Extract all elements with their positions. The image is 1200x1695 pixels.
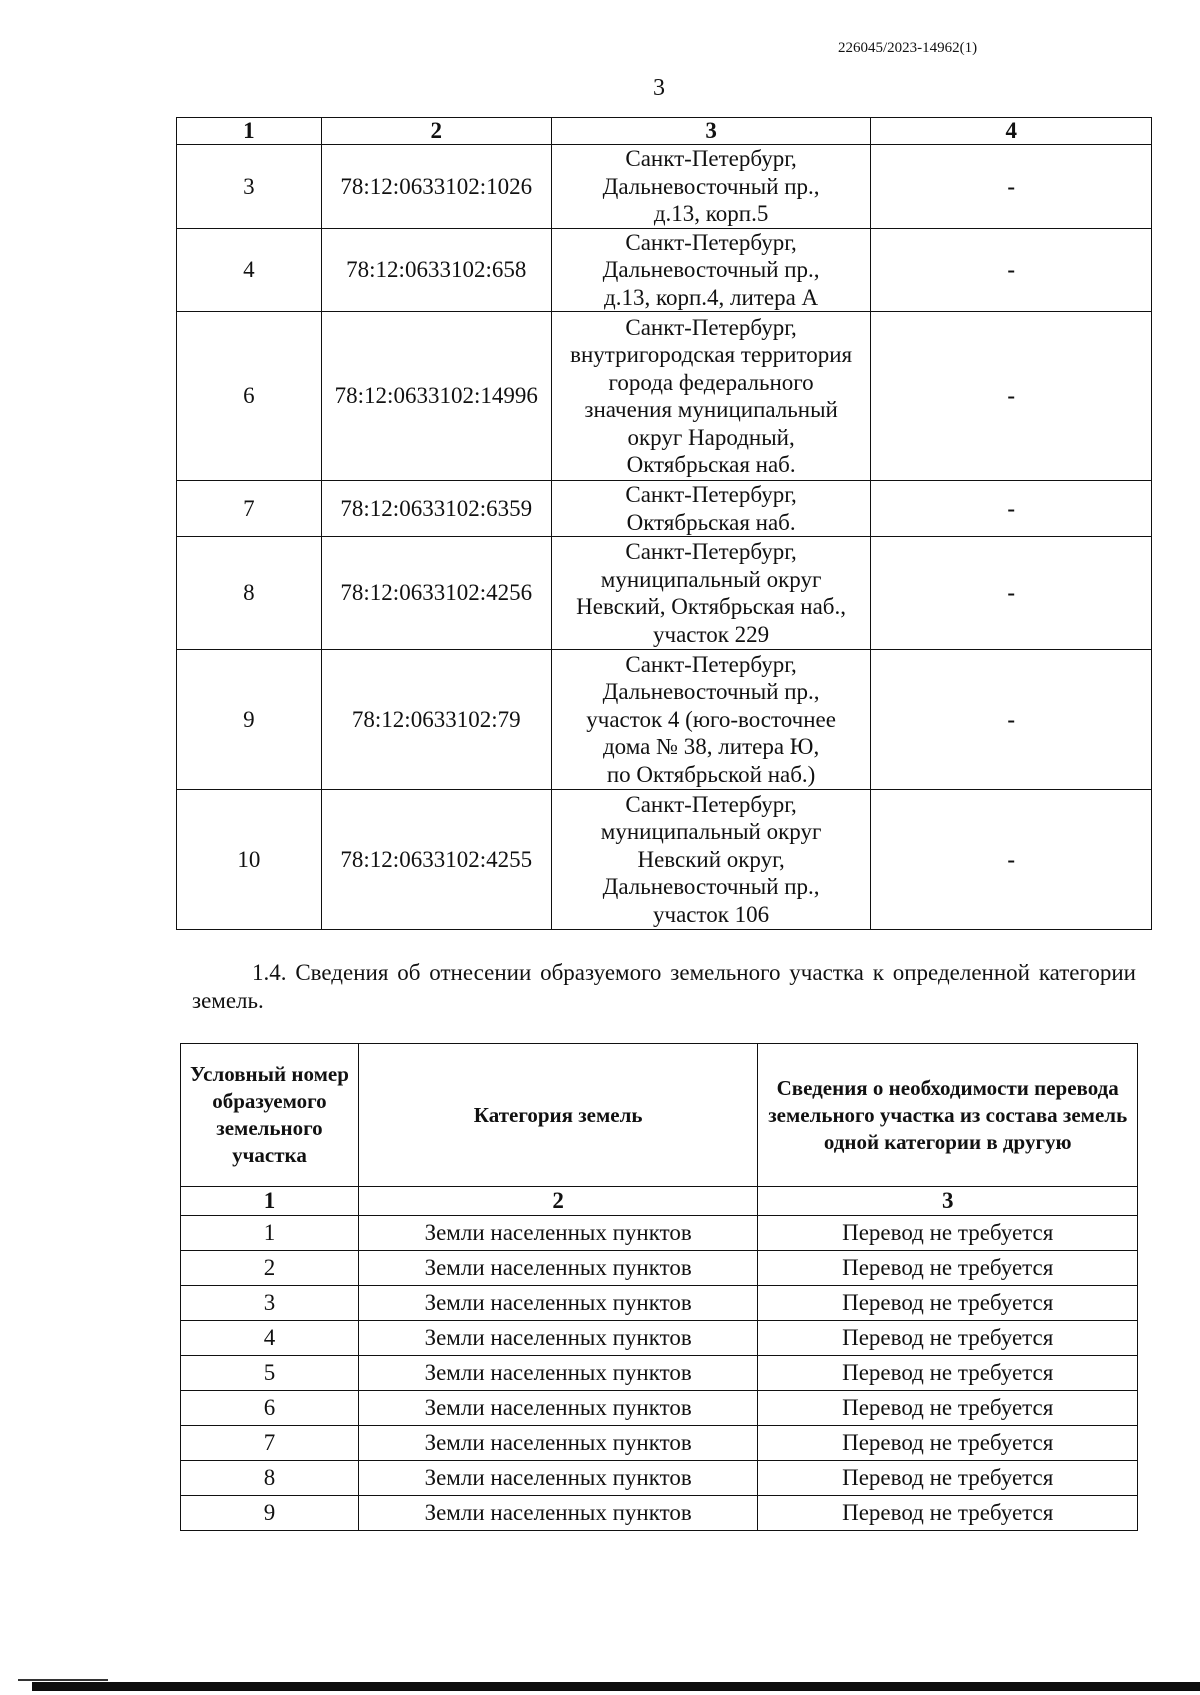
- table1-col-header: 2: [321, 118, 551, 145]
- document-number: 226045/2023-14962(1): [838, 40, 978, 56]
- plot-number: 4: [181, 1321, 359, 1356]
- plot-number: 6: [181, 1391, 359, 1426]
- table2-body: [181, 1216, 1138, 1531]
- land-category: Земли населенных пунктов: [358, 1356, 758, 1391]
- land-category: Земли населенных пунктов: [358, 1216, 758, 1251]
- plot-number: 8: [181, 1461, 359, 1496]
- address-line: муниципальный округ: [600, 819, 822, 845]
- transfer-status: Перевод не требуется: [758, 1286, 1138, 1321]
- table1-col-header: 3: [551, 118, 871, 145]
- address-line: Санкт-Петербург,: [625, 314, 797, 340]
- address-line: Санкт-Петербург,: [625, 229, 797, 255]
- table2-col-number: 2: [358, 1187, 758, 1216]
- address-line: Санкт-Петербург,: [625, 539, 797, 564]
- table2-row: [181, 1356, 1138, 1391]
- table2-row: [181, 1286, 1138, 1321]
- address-line: Санкт-Петербург,: [625, 791, 797, 817]
- table1-row: [177, 790, 1152, 930]
- row-number: 9: [177, 650, 322, 790]
- land-category: Земли населенных пунктов: [358, 1391, 758, 1426]
- table2-row: [181, 1426, 1138, 1461]
- table2-row: [181, 1251, 1138, 1286]
- table1-header-row: [177, 118, 1152, 145]
- address-cell: [551, 228, 871, 312]
- note-cell: -: [871, 312, 1152, 481]
- cadastral-number: 78:12:0633102:658: [321, 228, 551, 312]
- plot-number: 5: [181, 1356, 359, 1391]
- address-line: Дальневосточный пр.,: [602, 874, 820, 900]
- land-plots-table: [176, 117, 1152, 930]
- plot-number: 3: [181, 1286, 359, 1321]
- address-line: Дальневосточный пр.,: [602, 173, 820, 199]
- address-line: д.13, корп.4, литера А: [604, 284, 819, 310]
- table1-row: [177, 481, 1152, 537]
- cadastral-number: 78:12:0633102:1026: [321, 145, 551, 229]
- table2-header-transfer: Сведения о необходимости перевода земельного участка из состава земель одной категории в другую: [758, 1044, 1138, 1187]
- transfer-status: Перевод не требуется: [758, 1356, 1138, 1391]
- scan-bottom-bar: [32, 1682, 1200, 1691]
- table1-row: [177, 312, 1152, 481]
- cadastral-number: 78:12:0633102:6359: [321, 481, 551, 537]
- table2-row: [181, 1391, 1138, 1426]
- address-line: Октябрьская наб.: [626, 509, 796, 535]
- address-line: Санкт-Петербург,: [625, 146, 797, 171]
- address-line: по Октябрьской наб.): [606, 761, 816, 787]
- transfer-status: Перевод не требуется: [758, 1216, 1138, 1251]
- cadastral-number: 78:12:0633102:14996: [321, 312, 551, 481]
- address-line: участок 4 (юго-восточнее: [586, 706, 836, 732]
- land-category: Земли населенных пунктов: [358, 1461, 758, 1496]
- plot-number: 7: [181, 1426, 359, 1461]
- note-cell: -: [871, 790, 1152, 930]
- table2-number-row: [181, 1187, 1138, 1216]
- row-number: 7: [177, 481, 322, 537]
- land-category: Земли населенных пунктов: [358, 1496, 758, 1531]
- address-cell: [551, 145, 871, 229]
- address-line: округ Народный,: [627, 424, 795, 450]
- address-line: д.13, корп.5: [653, 201, 769, 226]
- table1-row: [177, 650, 1152, 790]
- note-cell: -: [871, 537, 1152, 650]
- address-line: дома № 38, литера Ю,: [602, 734, 820, 760]
- table1-body: [177, 145, 1152, 930]
- cadastral-number: 78:12:0633102:79: [321, 650, 551, 790]
- table2-col-number: 3: [758, 1187, 1138, 1216]
- table2-row: [181, 1321, 1138, 1356]
- table2-row: [181, 1461, 1138, 1496]
- table2-row: [181, 1216, 1138, 1251]
- table2-row: [181, 1496, 1138, 1531]
- transfer-status: Перевод не требуется: [758, 1391, 1138, 1426]
- address-cell: [551, 650, 871, 790]
- table2-header-plot-number: Условный номер образуемого земельного участка: [181, 1044, 359, 1187]
- note-cell: -: [871, 145, 1152, 229]
- table1-col-header: 4: [871, 118, 1152, 145]
- note-cell: -: [871, 481, 1152, 537]
- address-line: Дальневосточный пр.,: [602, 679, 820, 705]
- address-cell: [551, 312, 871, 481]
- transfer-status: Перевод не требуется: [758, 1461, 1138, 1496]
- address-line: Санкт-Петербург,: [625, 651, 797, 677]
- section-1-4-body: 1.4. Сведения об отнесении образуемого земельного участка к определенной категории земель.: [192, 960, 1136, 1013]
- address-line: участок 106: [653, 901, 770, 927]
- transfer-status: Перевод не требуется: [758, 1321, 1138, 1356]
- page-number: 3: [653, 75, 665, 101]
- section-1-4-text: [192, 959, 1136, 1015]
- transfer-status: Перевод не требуется: [758, 1496, 1138, 1531]
- address-cell: [551, 790, 871, 930]
- address-line: Санкт-Петербург,: [625, 482, 797, 507]
- address-line: внутригородская территория: [570, 342, 853, 367]
- address-line: Дальневосточный пр.,: [602, 257, 820, 282]
- note-cell: -: [871, 650, 1152, 790]
- row-number: 6: [177, 312, 322, 481]
- land-category: Земли населенных пунктов: [358, 1286, 758, 1321]
- address-line: Октябрьская наб.: [626, 452, 796, 477]
- table2-col-number: 1: [181, 1187, 359, 1216]
- table1-row: [177, 145, 1152, 229]
- row-number: 3: [177, 145, 322, 229]
- table1-row: [177, 537, 1152, 650]
- address-cell: [551, 481, 871, 537]
- address-line: участок 229: [653, 621, 770, 647]
- land-category-table: [180, 1043, 1138, 1531]
- address-line: значения муниципальный: [584, 397, 838, 422]
- note-cell: -: [871, 228, 1152, 312]
- plot-number: 9: [181, 1496, 359, 1531]
- plot-number: 2: [181, 1251, 359, 1286]
- address-line: города федерального: [608, 369, 814, 395]
- address-line: муниципальный округ: [600, 566, 822, 592]
- plot-number: 1: [181, 1216, 359, 1251]
- row-number: 8: [177, 537, 322, 650]
- land-category: Земли населенных пунктов: [358, 1426, 758, 1461]
- address-line: Невский округ,: [637, 846, 785, 872]
- table2-header-row: [181, 1044, 1138, 1187]
- table1-col-header: 1: [177, 118, 322, 145]
- cadastral-number: 78:12:0633102:4256: [321, 537, 551, 650]
- land-category: Земли населенных пунктов: [358, 1321, 758, 1356]
- address-line: Невский, Октябрьская наб.,: [576, 594, 847, 619]
- table1-row: [177, 228, 1152, 312]
- row-number: 4: [177, 228, 322, 312]
- address-cell: [551, 537, 871, 650]
- land-category: Земли населенных пунктов: [358, 1251, 758, 1286]
- scan-edge-line: [18, 1679, 108, 1681]
- transfer-status: Перевод не требуется: [758, 1251, 1138, 1286]
- cadastral-number: 78:12:0633102:4255: [321, 790, 551, 930]
- row-number: 10: [177, 790, 322, 930]
- table2-header-category: Категория земель: [358, 1044, 758, 1187]
- transfer-status: Перевод не требуется: [758, 1426, 1138, 1461]
